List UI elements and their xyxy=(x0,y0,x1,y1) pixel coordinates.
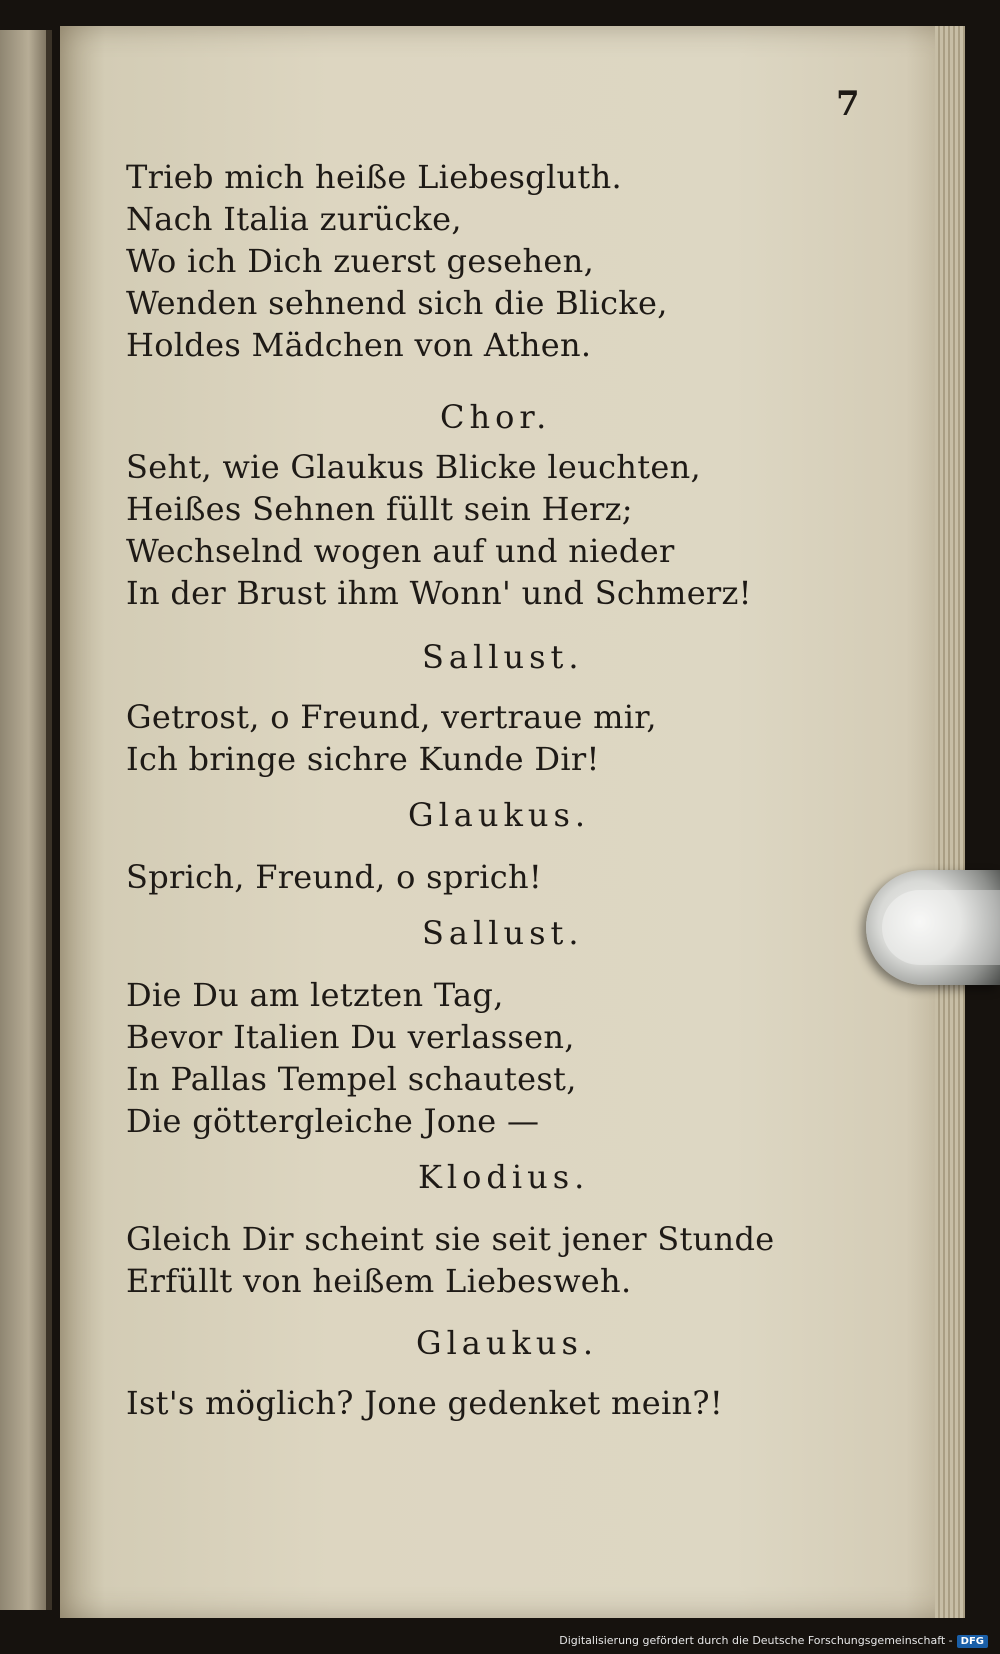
dfg-logo: DFG xyxy=(957,1635,988,1648)
credit-text: Digitalisierung gefördert durch die Deutsche Forschungsgemeinschaft - xyxy=(559,1634,953,1647)
verse-line: Bevor Italien Du verlassen, xyxy=(126,1018,575,1056)
verse-line: Seht, wie Glaukus Blicke leuchten, xyxy=(126,448,701,486)
verse-line: Heißes Sehnen füllt sein Herz; xyxy=(126,490,633,528)
verse-line: Erfüllt von heißem Liebesweh. xyxy=(126,1262,632,1300)
speaker-heading: Glaukus. xyxy=(408,796,591,834)
book-clip-highlight xyxy=(882,890,1000,965)
verse-line: In der Brust ihm Wonn' und Schmerz! xyxy=(126,574,752,612)
verse-line: Trieb mich heiße Liebesgluth. xyxy=(126,158,622,196)
speaker-heading: Sallust. xyxy=(422,914,584,952)
page-stack-edge xyxy=(935,26,965,1618)
verse-line: Sprich, Freund, o sprich! xyxy=(126,858,543,896)
verse-line: Holdes Mädchen von Athen. xyxy=(126,326,592,364)
left-page-edge xyxy=(0,30,52,1610)
verse-line: Wenden sehnend sich die Blicke, xyxy=(126,284,668,322)
speaker-heading: Chor. xyxy=(440,398,552,436)
speaker-heading: Sallust. xyxy=(422,638,584,676)
verse-line: In Pallas Tempel schautest, xyxy=(126,1060,577,1098)
verse-line: Die Du am letzten Tag, xyxy=(126,976,504,1014)
verse-line: Gleich Dir scheint sie seit jener Stunde xyxy=(126,1220,775,1258)
verse-line: Die göttergleiche Jone — xyxy=(126,1102,540,1140)
verse-line: Ich bringe sichre Kunde Dir! xyxy=(126,740,600,778)
speaker-heading: Glaukus. xyxy=(416,1324,599,1362)
verse-line: Wechselnd wogen auf und nieder xyxy=(126,532,675,570)
page-number: 7 xyxy=(836,84,860,124)
verse-line: Nach Italia zurücke, xyxy=(126,200,462,238)
speaker-heading: Klodius. xyxy=(418,1158,590,1196)
verse-line: Getrost, o Freund, vertraue mir, xyxy=(126,698,657,736)
verse-line: Wo ich Dich zuerst gesehen, xyxy=(126,242,595,280)
digitization-credit xyxy=(559,1634,988,1648)
verse-line: Ist's möglich? Jone gedenket mein?! xyxy=(126,1384,723,1422)
